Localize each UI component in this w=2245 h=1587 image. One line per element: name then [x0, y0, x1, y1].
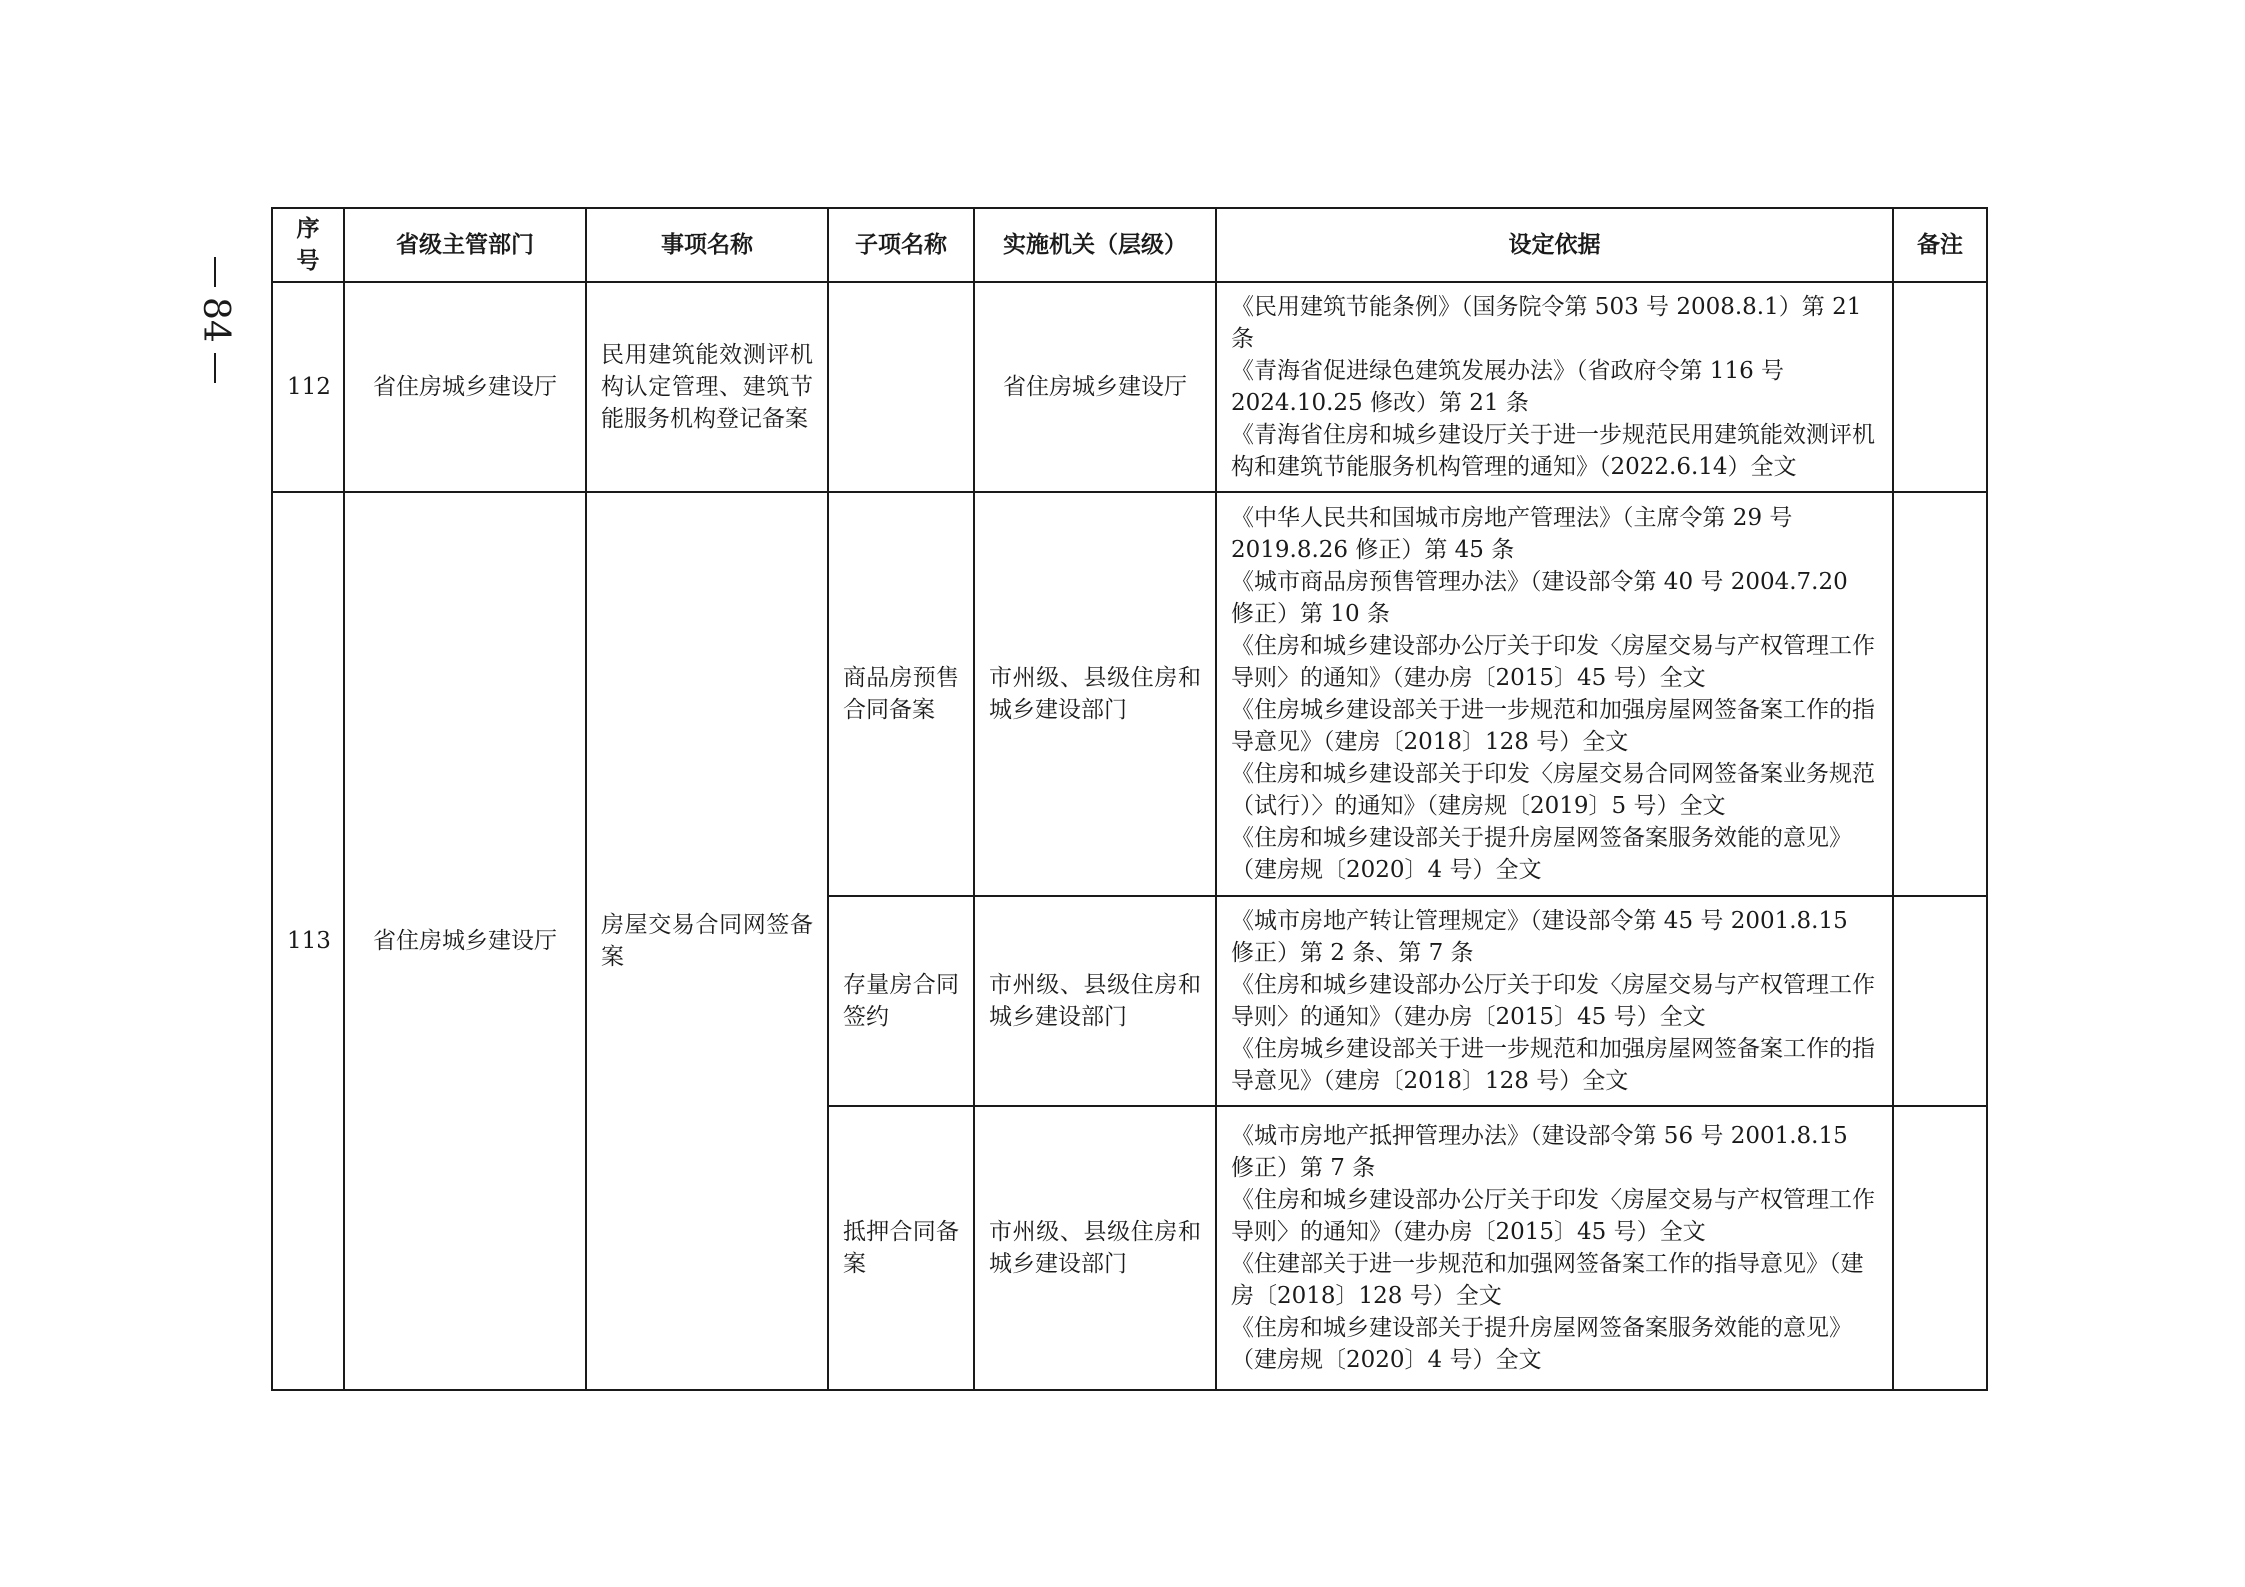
item-department: 省住房城乡建设厅 [344, 282, 586, 492]
header-basis: 设定依据 [1216, 208, 1893, 282]
item-department: 省住房城乡建设厅 [344, 492, 586, 1390]
item-agency: 省住房城乡建设厅 [974, 282, 1216, 492]
basis-line: 《青海省住房和城乡建设厅关于进一步规范民用建筑能效测评机构和建筑节能服务机构管理的通知》（2022.6.14）全文 [1231, 422, 1875, 480]
item-name: 民用建筑能效测评机构认定管理、建筑节能服务机构登记备案 [586, 282, 828, 492]
item-agency: 市州级、县级住房和城乡建设部门 [974, 1106, 1216, 1390]
basis-line: 《住房城乡建设部关于进一步规范和加强房屋网签备案工作的指导意见》（建房〔2018〕128 号）全文 [1231, 697, 1875, 755]
item-basis [1216, 282, 1893, 492]
basis-line: 《住建部关于进一步规范和加强网签备案工作的指导意见》（建房〔2018〕128 号）全文 [1231, 1251, 1864, 1309]
item-sub [828, 282, 974, 492]
page-number-dash-top [214, 257, 216, 287]
item-basis [1216, 896, 1893, 1106]
basis-line: 《城市房地产抵押管理办法》（建设部令第 56 号 2001.8.15 修正）第 7 条 [1231, 1123, 1848, 1181]
basis-line: 《住房城乡建设部关于进一步规范和加强房屋网签备案工作的指导意见》（建房〔2018〕128 号）全文 [1231, 1036, 1875, 1094]
item-agency: 市州级、县级住房和城乡建设部门 [974, 492, 1216, 896]
header-remark: 备注 [1893, 208, 1987, 282]
administrative-items-table [271, 207, 1988, 1391]
basis-line: 《城市商品房预售管理办法》（建设部令第 40 号 2004.7.20 修正）第 10 条 [1231, 569, 1848, 627]
item-sub: 商品房预售合同备案 [828, 492, 974, 896]
header-agency: 实施机关（层级） [974, 208, 1216, 282]
table-row [272, 492, 1987, 896]
basis-line: 《住房和城乡建设部办公厅关于印发〈房屋交易与产权管理工作导则〉的通知》（建办房〔2015〕45 号）全文 [1231, 972, 1875, 1030]
item-basis [1216, 1106, 1893, 1390]
item-remark [1893, 896, 1987, 1106]
item-remark [1893, 492, 1987, 896]
basis-line: 《住房和城乡建设部关于提升房屋网签备案服务效能的意见》（建房规〔2020〕4 号）全文 [1231, 825, 1852, 883]
page-number-dash-bottom [214, 353, 216, 383]
item-name: 房屋交易合同网签备案 [586, 492, 828, 1390]
header-department: 省级主管部门 [344, 208, 586, 282]
item-seq: 112 [272, 282, 344, 492]
basis-line: 《住房和城乡建设部办公厅关于印发〈房屋交易与产权管理工作导则〉的通知》（建办房〔2015〕45 号）全文 [1231, 633, 1875, 691]
basis-line: 《住房和城乡建设部关于提升房屋网签备案服务效能的意见》（建房规〔2020〕4 号）全文 [1231, 1315, 1852, 1373]
item-agency: 市州级、县级住房和城乡建设部门 [974, 896, 1216, 1106]
item-sub: 存量房合同签约 [828, 896, 974, 1106]
basis-line: 《青海省促进绿色建筑发展办法》（省政府令第 116 号 2024.10.25 修改）第 21 条 [1231, 358, 1785, 416]
basis-line: 《民用建筑节能条例》（国务院令第 503 号 2008.8.1）第 21 条 [1231, 294, 1862, 352]
page-number-text: 84 [195, 297, 236, 343]
basis-line: 《城市房地产转让管理规定》（建设部令第 45 号 2001.8.15 修正）第 2 条、第 7 条 [1231, 908, 1848, 966]
item-remark [1893, 1106, 1987, 1390]
page-number [195, 240, 235, 400]
item-basis [1216, 492, 1893, 896]
item-remark [1893, 282, 1987, 492]
header-item-name: 事项名称 [586, 208, 828, 282]
basis-line: 《住房和城乡建设部关于印发〈房屋交易合同网签备案业务规范（试行）〉的通知》（建房规〔2019〕5 号）全文 [1231, 761, 1875, 819]
header-sub-item: 子项名称 [828, 208, 974, 282]
table-row [272, 282, 1987, 492]
basis-line: 《中华人民共和国城市房地产管理法》（主席令第 29 号 2019.8.26 修正）第 45 条 [1231, 505, 1793, 563]
item-sub: 抵押合同备案 [828, 1106, 974, 1390]
item-seq: 113 [272, 492, 344, 1390]
header-seq: 序号 [272, 208, 344, 282]
table-header-row [272, 208, 1987, 282]
basis-line: 《住房和城乡建设部办公厅关于印发〈房屋交易与产权管理工作导则〉的通知》（建办房〔2015〕45 号）全文 [1231, 1187, 1875, 1245]
